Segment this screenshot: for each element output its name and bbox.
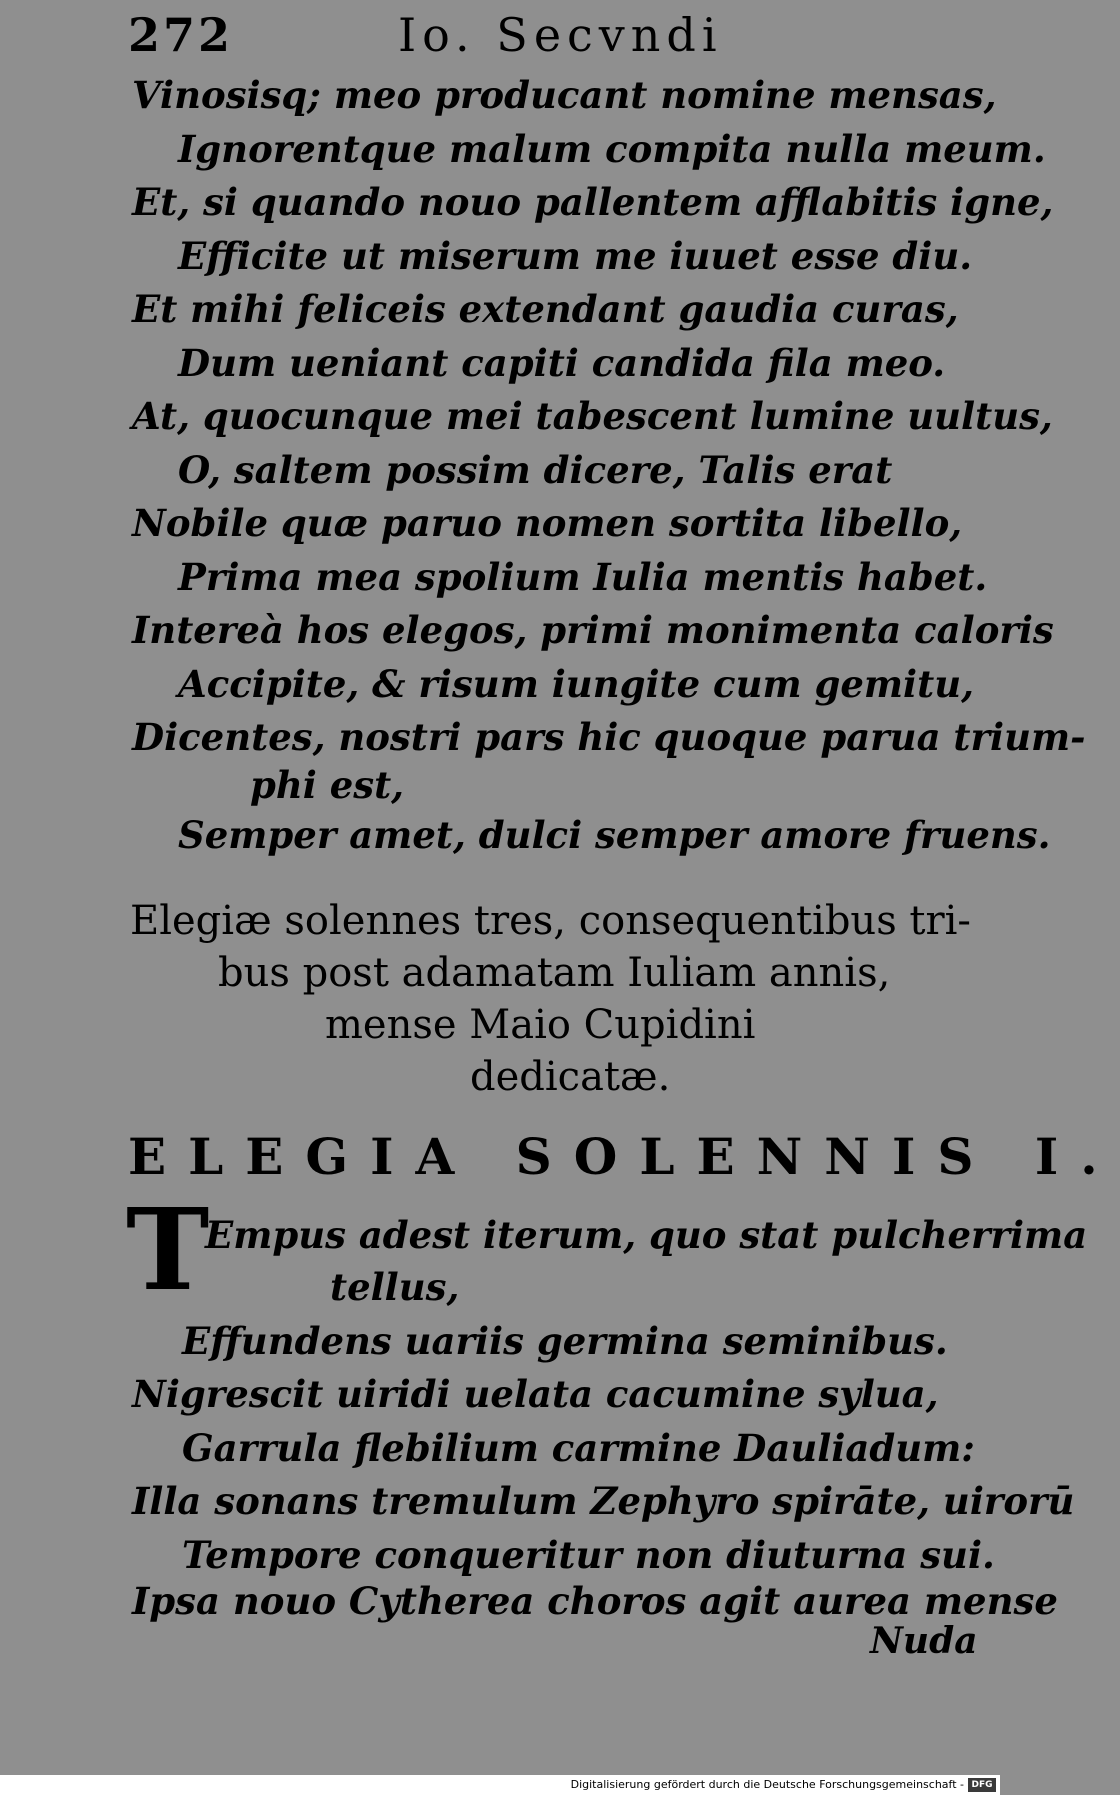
- elegia-line: Illa sonans tremulum Zephyro spirāte, uirorū: [132, 1479, 1075, 1523]
- elegia-line: tellus,: [330, 1265, 460, 1309]
- verse-line: Et, si quando nouo pallentem afflabitis igne,: [132, 180, 1054, 224]
- verse-line: Nobile quæ paruo nomen sortita libello,: [132, 501, 963, 545]
- dfg-logo: DFG: [968, 1778, 996, 1792]
- verse-line: Dicentes, nostri pars hic quoque parua trium-: [132, 715, 1086, 759]
- section-heading-line: dedicatæ.: [470, 1054, 671, 1100]
- drop-cap: T: [126, 1185, 210, 1316]
- page-number: 272: [128, 8, 234, 62]
- running-head: Io. Secvndi: [398, 8, 723, 62]
- verse-line: Intereà hos elegos, primi monimenta caloris: [132, 608, 1054, 652]
- verse-line: phi est,: [250, 763, 405, 807]
- elegia-line: Garrula flebilium carmine Dauliadum:: [182, 1426, 975, 1470]
- verse-line: Et mihi feliceis extendant gaudia curas,: [132, 287, 959, 331]
- verse-line: Semper amet, dulci semper amore fruens.: [178, 813, 1051, 857]
- elegia-line: Effundens uariis germina seminibus.: [182, 1319, 948, 1363]
- digitization-footer: [0, 1775, 1000, 1795]
- elegia-title: ELEGIA SOLENNIS I.: [128, 1127, 1120, 1186]
- verse-line: At, quocunque mei tabescent lumine uultus,: [132, 394, 1053, 438]
- elegia-line: Nigrescit uiridi uelata cacumine sylua,: [132, 1372, 939, 1416]
- footer-credit: Digitalisierung gefördert durch die Deutsche Forschungsgemeinschaft -: [570, 1778, 964, 1791]
- elegia-line: Tempore conqueritur non diuturna sui.: [182, 1533, 995, 1577]
- elegia-line: Empus adest iterum, quo stat pulcherrima: [205, 1213, 1088, 1257]
- section-heading-line: Elegiæ solennes tres, consequentibus tri-: [130, 898, 971, 944]
- verse-line: Ignorentque malum compita nulla meum.: [178, 127, 1046, 171]
- verse-line: Vinosisq; meo producant nomine mensas,: [132, 73, 997, 117]
- verse-line: O, saltem possim dicere, Talis erat: [178, 448, 893, 492]
- page-header: [128, 8, 968, 68]
- section-heading-line: bus post adamatam Iuliam annis,: [218, 950, 891, 996]
- elegia-line: Ipsa nouo Cytherea choros agit aurea mense: [132, 1579, 1058, 1623]
- verse-line: Dum ueniant capiti candida fila meo.: [178, 341, 946, 385]
- catchword: Nuda: [870, 1620, 978, 1662]
- section-heading-line: mense Maio Cupidini: [325, 1002, 756, 1048]
- verse-line: Accipite, & risum iungite cum gemitu,: [178, 662, 974, 706]
- verse-line: Prima mea spolium Iulia mentis habet.: [178, 555, 988, 599]
- verse-line: Efficite ut miserum me iuuet esse diu.: [178, 234, 973, 278]
